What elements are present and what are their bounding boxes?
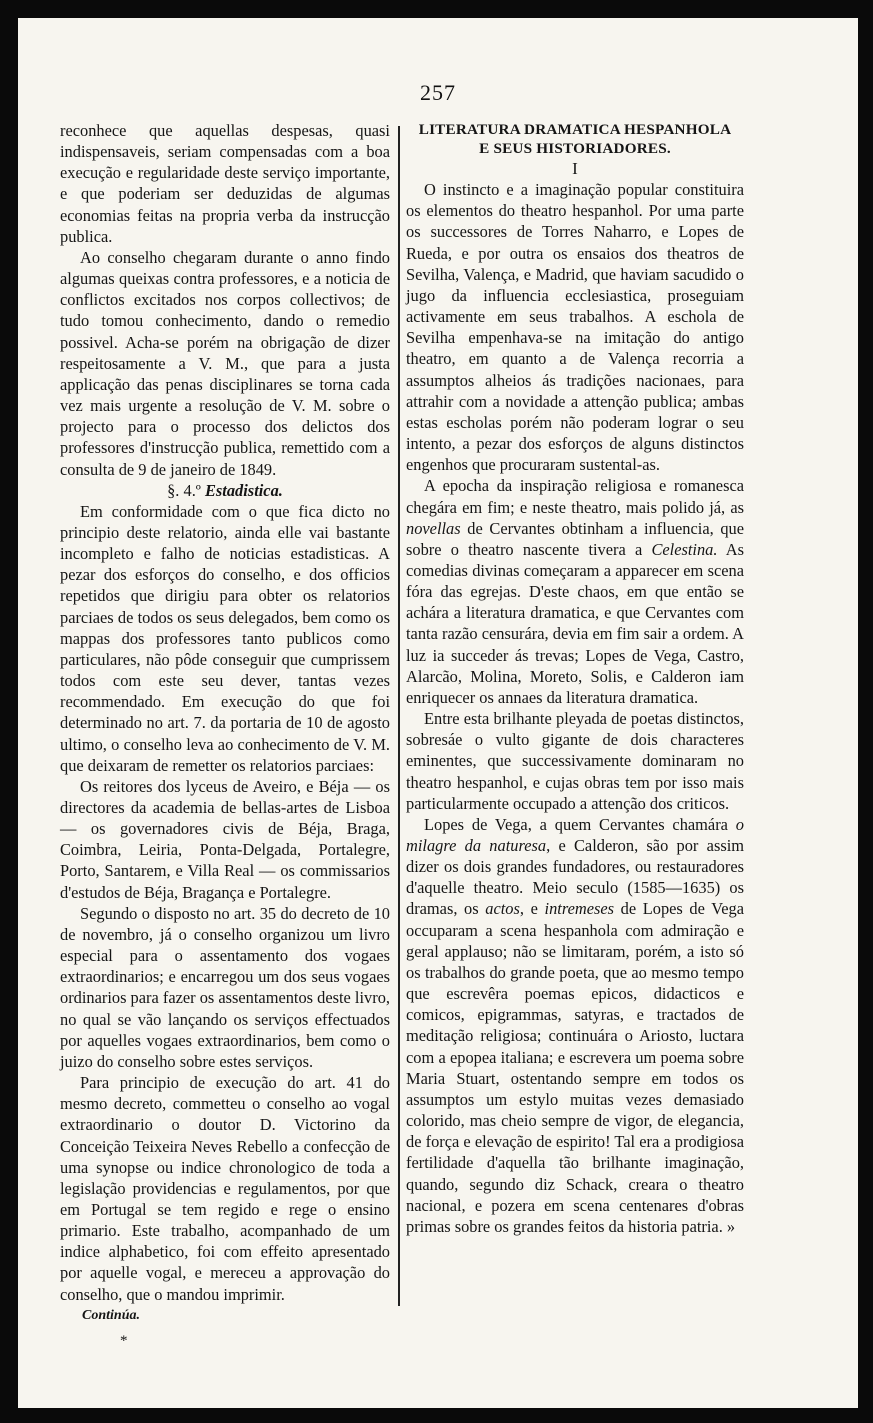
right-paragraph-1: O instincto e a imaginação popular constituira os elementos do theatro hespanhol. Por uma parte os successores de Torres Naharro, e Lopes de Rueda, e por outra os ensaios dos theatros de Sevilha, Valença, e Madrid, que haviam sacudido o jugo da influencia ecclesiastica, proseguiam activamente em seus trabalhos. A eschola de Sevilha empenhava-se na imitação do antigo theatro, em quanto a de Valença recorria a assumptos alheios ás tradições nacionaes, para attrahir com a novidade a attenção publica; ambas estas escholas porém não poderam lograr o seu intento, a pezar dos esforços de alguns distinctos engenhos que procuraram sustental-as. — [406, 180, 744, 475]
right-p4-text-b: , e Calderon, são por assim dizer os dois grandes fundadores, ou restauradores d'aquelle theatro. Meio seculo (1585—1635) os dramas, os — [406, 836, 744, 919]
asterisk-mark: * — [120, 1332, 128, 1349]
right-p2-text-b: de Cervantes obtinham a influencia, que sobre o theatro nascente tivera a — [406, 518, 744, 559]
right-paragraph-3: Entre esta brilhante pleyada de poetas distinctos, sobresáe o vulto gigante de dois characteres eminentes, que successivamente dominaram no theatro hespanhol, e cujas obras tem por isso mais particularmente occupado a attenção dos criticos. — [406, 709, 744, 813]
left-paragraph-6: Para principio de execução do art. 41 do mesmo decreto, commetteu o conselho ao vogal extraordinario o doutor D. Victorino da Conceição Teixeira Neves Rebello a confecção de uma synopse ou indice chronologico de toda a legislação providencias e regulamentos, por que em Portugal se tem regido e rege o ensino primario. Este trabalho, acompanhado de um indice alphabetico, foi com effeito apresentado por aquelle vogal, e mereceu a approvação do conselho, que o mandou imprimir. — [60, 1073, 390, 1304]
milagre-italic: o milagre da naturesa — [406, 814, 744, 855]
novellas-italic: novellas — [406, 518, 461, 538]
right-p4-text-a: Lopes de Vega, a quem Cervantes chamára — [424, 814, 736, 834]
section-number: §. 4.º — [167, 480, 201, 500]
left-paragraph-4: Os reitores dos lyceus de Aveiro, e Béja — os directores da academia de bellas-artes de Lisboa — os governadores civis de Béja, Braga, Coimbra, Leiria, Ponta-Delgada, Portalegre, Porto, Santarem, e Villa Real — os commissarios d'estudos de Béja, Bragança e Portalegre. — [60, 776, 390, 902]
left-paragraph-5: Segundo o disposto no art. 35 do decreto de 10 de novembro, já o conselho organizou um livro especial para o assentamento dos vogaes extraordinarios; e encarregou um dos seus vogaes ordinarios para fazer os assentamentos deste livro, no qual se vão lançando os serviços effectuados por aquelles vogaes extraordinarios, bem como o juizo do conselho sobre estes serviços. — [60, 903, 390, 1071]
celestina-italic: Celestina. — [651, 539, 718, 559]
right-p2-text-a: A epocha da inspiração religiosa e romanesca chegára em fim; e neste theatro, mais polido já, as — [406, 476, 744, 517]
column-divider — [398, 126, 400, 1306]
left-paragraph-1: reconhece que aquellas despesas, quasi indispensaveis, seriam compensadas com a boa execução e regularidade deste serviço importante, e que poderiam ser deduzidas de algumas economias feitas na propria verba da instrucção publica. — [60, 121, 390, 246]
left-paragraph-2: Ao conselho chegaram durante o anno findo algumas queixas contra professores, e a noticia de conflictos excitados nos corpos collectivos; de tudo tomou conhecimento, dando o remedio possivel. Acha-se porém na obrigação de dizer respeitosamente a V. M., que para a justa applicação das penas disciplinares se torna cada vez mais urgente a resolução de V. M. sobre o projecto para o processo dos delictos dos professores d'instrucção publica, remettido com a consulta de 9 de janeiro de 1849. — [60, 247, 390, 479]
section-heading — [60, 480, 390, 501]
page-number: 257 — [420, 80, 456, 105]
part-numeral: I — [572, 159, 578, 178]
right-paragraph-4 — [406, 814, 744, 1237]
section-title: Estadistica. — [205, 480, 283, 500]
intremeses-italic: intremeses — [544, 899, 615, 919]
right-column — [406, 120, 744, 1237]
right-p2-text-c: As comedias divinas começaram a apparecer em scena fóra das egrejas. D'este chaos, em que então se achára a literatura dramatica, e que Cervantes com tanta razão censurára, devia em fim sair a ordem. A luz ia succeder ás trevas; Lopes de Vega, Castro, Alarcão, Molina, Moreto, Solis, e Calderon iam enriquecer os annaes da literatura dramatica. — [406, 539, 744, 707]
left-paragraph-3: Em conformidade com o que fica dicto no principio deste relatorio, ainda elle vai bastante incompleto e falho de noticias estadisticas. A pezar dos esforços do conselho, e dos officios repetidos que dirigiu para obter os relatorios parciaes de todos os seus delegados, bem como os mappas dos professores tanto publicos como particulares, não pôde conseguir que cumprissem todos com este seu dever, tantas vezes recommendado. Em execução do que foi determinado no art. 7. da portaria de 10 de agosto ultimo, o conselho leva ao conhecimento de V. M. que deixaram de remetter os relatorios parciaes: — [60, 501, 390, 775]
article-title-line-1: LITERATURA DRAMATICA HESPANHOLA — [418, 121, 732, 138]
article-title-line-2: E SEUS HISTORIADORES. — [479, 140, 671, 157]
article-title — [406, 120, 744, 158]
continua-label: Continúa. — [82, 1307, 140, 1323]
right-p4-text-c: , e — [519, 899, 545, 919]
newspaper-page — [18, 18, 858, 1408]
left-column — [60, 120, 390, 1356]
right-paragraph-2 — [406, 475, 744, 708]
right-p4-text-d: de Lopes de Vega occuparam a scena hespanhola com admiração e geral applauso; não se limitaram, porém, a isto só os trabalhos do grande poeta, que ao mesmo tempo que escrevêra poemas epicos, didacticos e comicos, epigrammas, satyras, e tractados de meditação religiosa; continuára o Ariosto, luctara com a epopea italiana; e escrevera um poema sobre Maria Stuart, ostentando sempre em todos os assumptos um estylo muitas vezes demasiado colorido, mas cheio sempre de vigor, de elegancia, de força e elevação de espirito! Tal era a prodigiosa fertilidade d'aquella tão brilhante imaginação, quando, segundo diz Schack, creara o theatro nacional, e pozera em scena centenares d'obras primas sobre os grandes feitos da historia patria. » — [406, 899, 744, 1236]
actos-italic: actos — [485, 899, 520, 919]
